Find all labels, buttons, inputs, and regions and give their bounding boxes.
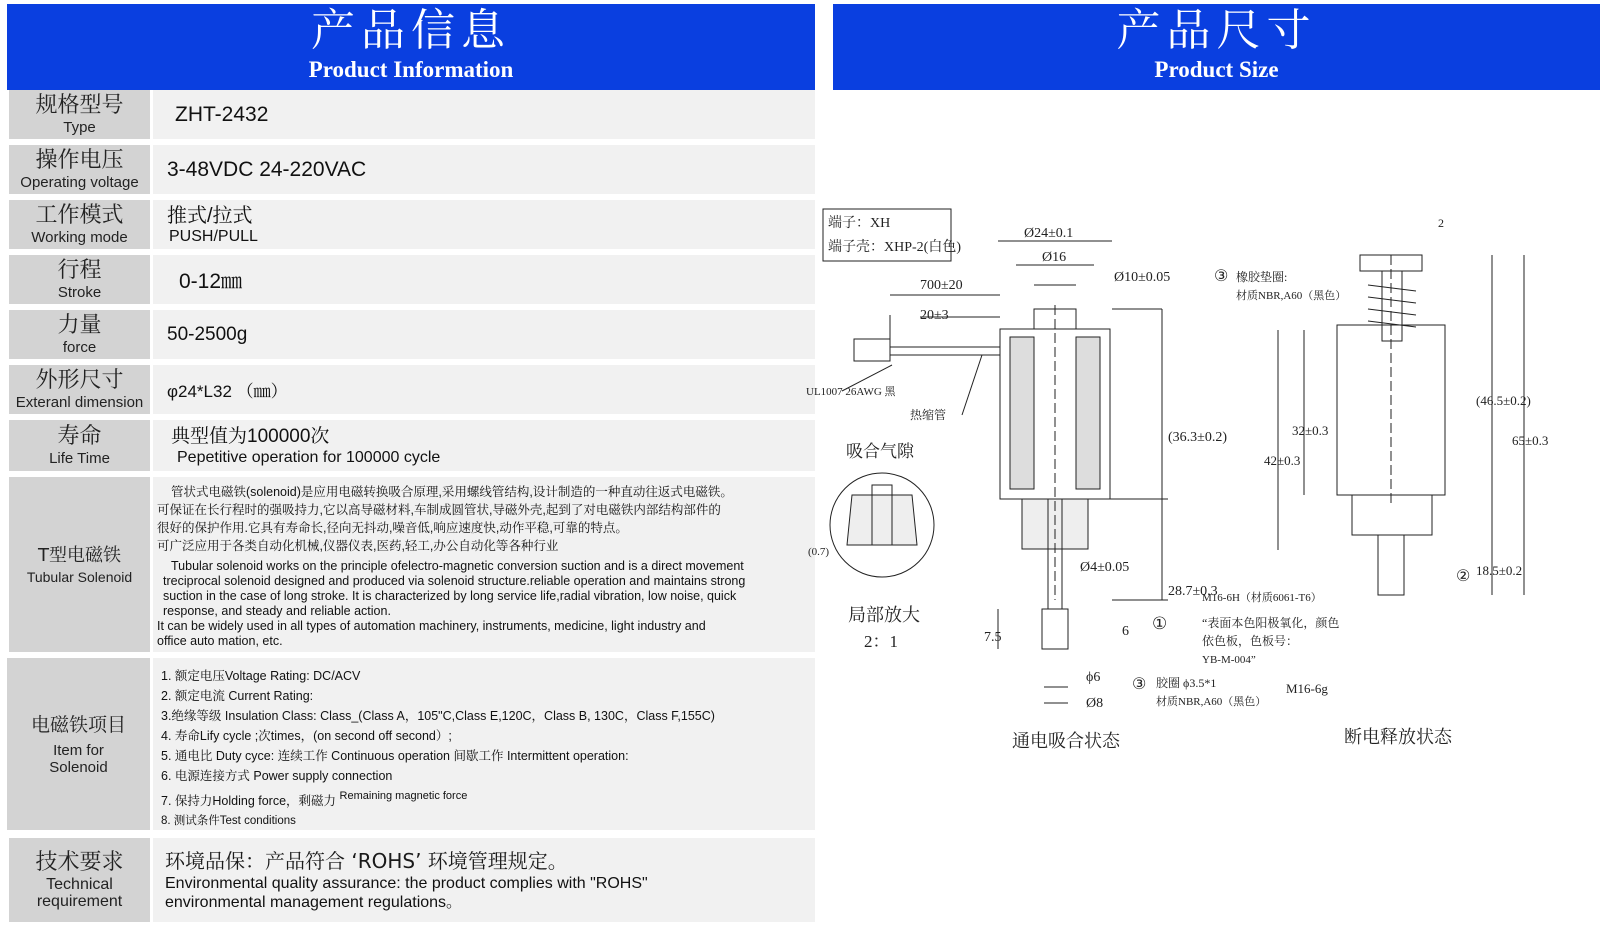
spec-value-text: 推式/拉式	[167, 204, 253, 227]
spec-label	[9, 420, 150, 471]
banner-title-en: Product Information	[308, 57, 514, 82]
spec-value-subtext: Pepetitive operation for 100000 cycle	[177, 448, 441, 466]
spec-label-cn: 力量	[57, 313, 102, 338]
tech-value-cn: 环境品保：产品符合 ‘ROHS’ 环境管理规定。	[165, 849, 568, 873]
dimension-label: 42±0.3	[1264, 453, 1301, 468]
dimension-drawing-svg	[806, 205, 1600, 785]
energized-state-label: 通电吸合状态	[1012, 731, 1120, 751]
spec-row-type	[7, 90, 815, 139]
zoom-label: 局部放大	[848, 605, 920, 625]
spec-value-text: 0-12㎜	[179, 269, 243, 293]
description-cn-line: 管状式电磁铁(solenoid)是应用电磁转换吸合原理,采用螺线管结构,设计制造的一种直动往返式电磁铁。	[171, 485, 733, 499]
spec-label-cn: 规格型号	[35, 93, 124, 118]
dimension-label: 2	[1438, 216, 1444, 230]
items-label-en: Solenoid	[49, 759, 108, 776]
surface-note: “表面本色阳极氧化，颜色	[1202, 616, 1340, 630]
rubber-ring-label: 胶圈 ϕ3.5*1	[1156, 676, 1217, 690]
dimension-label: Ø16	[1042, 250, 1067, 265]
spec-row-lifetime	[7, 420, 815, 471]
connector-shape	[854, 339, 890, 361]
rubber-pad-label: 橡胶垫圈:	[1236, 270, 1288, 284]
surface-note: YB-M-004”	[1202, 654, 1256, 666]
spec-value-text: φ24*L32 （㎜）	[167, 382, 288, 401]
description-en-line: Tubular solenoid works on the principle ofelectro-magnetic conversion suction and is a direct movement	[171, 559, 744, 573]
banner-title-cn: 产品信息	[311, 5, 511, 56]
coil-left-a	[1010, 337, 1034, 489]
tech-value-en: environmental management regulations。	[165, 894, 463, 911]
spec-value	[153, 145, 815, 194]
list-item: 6. 电源连接方式 Power supply connection	[161, 769, 393, 783]
dimension-label: 6	[1122, 624, 1129, 639]
thread-spec: M16-6g	[1286, 681, 1328, 696]
description-cn-line: 很好的保护作用.它具有寿命长,径向无抖动,噪音低,响应速度快,动作平稳,可靠的特点。	[157, 521, 628, 535]
description-cn-line: 可保证在长行程时的强吸持力,它以高导磁材料,车制成圆管状,导磁外壳,起到了对电磁铁内部结构部件的	[157, 503, 721, 517]
tech-label	[9, 838, 150, 922]
dimension-label: Ø4±0.05	[1080, 560, 1130, 575]
spec-value	[153, 420, 815, 471]
spec-value-text: 典型值为100000次	[171, 425, 330, 447]
air-gap-value: (0.7)	[808, 546, 830, 558]
spec-value-text: 50-2500g	[167, 323, 248, 345]
released-state-label: 断电释放状态	[1344, 727, 1452, 747]
spec-label-en: force	[62, 339, 97, 356]
spec-label-cn: 工作模式	[35, 203, 124, 228]
spec-label-cn: 操作电压	[35, 148, 124, 173]
coil-left-b	[1076, 337, 1100, 489]
description-en-line: office auto mation, etc.	[157, 634, 283, 648]
items-label	[7, 658, 150, 830]
spec-label	[9, 310, 150, 359]
dimension-label: Ø24±0.1	[1024, 226, 1074, 241]
dimension-label: (36.3±0.2)	[1168, 430, 1228, 445]
terminal-shell-text: 端子壳：XHP-2(白色)	[828, 240, 961, 255]
description-cn-line: 可广泛应用于各类自动化机械,仪器仪表,医药,轻工,办公自动化等各种行业	[157, 539, 559, 553]
air-gap-label: 吸合气隙	[846, 442, 914, 461]
heat-shrink-label: 热缩管	[910, 408, 947, 422]
items-list	[153, 658, 815, 830]
list-item: 2. 额定电流 Current Rating:	[161, 689, 314, 703]
list-item: 5. 通电比 Duty cyce: 连续工作 Continuous operation 间歇工作 Intermittent operation:	[161, 749, 629, 763]
dimension-label: Ø8	[1086, 696, 1104, 711]
spec-label-cn: 外形尺寸	[35, 368, 124, 393]
wire-label: UL1007 26AWG 黑	[806, 386, 896, 398]
items-for-solenoid-row	[7, 658, 815, 830]
surface-note: 依色板，色板号：	[1202, 634, 1299, 648]
dimension-label: 7.5	[984, 630, 1002, 645]
items-label-en: Item for	[53, 742, 104, 759]
product-information-banner	[7, 4, 815, 90]
list-item: 8. 测试条件Test conditions	[161, 815, 296, 827]
tech-label-cn: 技术要求	[35, 850, 124, 875]
dimension-label: (46.5±0.2)	[1476, 393, 1531, 408]
callout-2: ②	[1456, 568, 1471, 585]
spec-value	[153, 255, 815, 304]
items-label-cn: 电磁铁项目	[30, 714, 126, 736]
tubular-solenoid-row	[7, 477, 815, 652]
tubular-label-cn: T型电磁铁	[38, 545, 121, 566]
dimension-label: ϕ6	[1086, 670, 1101, 685]
spec-label-en: Type	[63, 119, 96, 136]
spec-label-en: Stroke	[57, 284, 102, 301]
list-item-superscript: Remaining magnetic force	[339, 790, 468, 802]
spec-value	[153, 365, 815, 414]
spec-label-cn: 寿命	[57, 424, 102, 449]
tubular-label	[9, 477, 150, 652]
list-item-text: 7. 保持力Holding force，剩磁力	[161, 794, 337, 808]
list-item	[161, 786, 815, 811]
tech-label-en: requirement	[36, 893, 123, 910]
tech-value	[153, 838, 815, 922]
spec-label	[9, 365, 150, 414]
description-en-line: response, and steady and reliable action.	[163, 604, 391, 618]
spec-value-text: ZHT-2432	[175, 102, 269, 126]
spec-row-mode	[7, 200, 815, 249]
dimension-label: 20±3	[920, 308, 949, 323]
dimension-label: 28.7±0.3	[1168, 584, 1218, 599]
spec-value-subtext: PUSH/PULL	[169, 227, 258, 245]
description-en-line: suction in the case of long stroke. It is characterized by long service life,radial vibration, low noise, quick	[163, 589, 737, 603]
banner-title-cn: 产品尺寸	[1116, 5, 1317, 56]
list-item: 1. 额定电压Voltage Rating: DC/ACV	[161, 669, 361, 683]
spec-label-en: Working mode	[31, 229, 128, 246]
rubber-ring-material: 材质NBR,A60（黑色）	[1156, 696, 1267, 708]
spec-row-voltage	[7, 145, 815, 194]
dimension-label: Ø10±0.05	[1114, 270, 1171, 285]
dimension-label: 18.5±0.2	[1476, 563, 1523, 578]
callout-1: ①	[1152, 614, 1168, 633]
list-item: 4. 寿命Lify cycle ;次times，(on second off second）;	[161, 729, 452, 743]
technical-requirement-row	[7, 838, 815, 922]
zoom-ratio: 2：1	[864, 632, 898, 651]
dimension-drawing	[806, 205, 1600, 785]
spec-label	[9, 90, 150, 139]
spec-label-en: Exteranl dimension	[15, 394, 144, 411]
callout-3: ③	[1132, 676, 1147, 693]
dimension-label: 700±20	[920, 278, 963, 293]
spec-row-stroke	[7, 255, 815, 304]
callout-3: ③	[1214, 268, 1229, 285]
rubber-pad-material: 材质NBR,A60（黑色）	[1236, 290, 1347, 302]
spec-label-cn: 行程	[57, 258, 102, 283]
dimension-label: 32±0.3	[1292, 423, 1329, 438]
spec-row-dimension	[7, 365, 815, 414]
tech-value-en: Environmental quality assurance: the product complies with "ROHS"	[165, 875, 648, 892]
description-en-line: treciprocal solenoid designed and produced via solenoid structure.reliable operation and maintains strong	[163, 574, 746, 588]
spec-label	[9, 145, 150, 194]
description-en-line: It can be widely used in all types of automation machinery, instruments, medicine, light industry and	[157, 619, 706, 633]
spec-label-en: Life Time	[49, 450, 110, 467]
terminal-text: 端子：XH	[828, 216, 891, 231]
spec-label	[9, 200, 150, 249]
spec-value	[153, 90, 815, 139]
tubular-label-en: Tubular Solenoid	[26, 569, 133, 585]
product-size-banner	[833, 4, 1600, 90]
list-item: 3.绝缘等级 Insulation Class: Class_(Class A，105"C,Class E,120C，Class B, 130C，Class F,155C)	[161, 709, 715, 723]
thread-spec: M16-6H（材质6061-T6）	[1202, 592, 1322, 604]
spec-value	[153, 310, 815, 359]
spec-value-text: 3-48VDC 24-220VAC	[167, 157, 367, 181]
spec-row-force	[7, 310, 815, 359]
spec-value	[153, 200, 815, 249]
banner-title-en: Product Size	[1154, 57, 1279, 82]
tubular-description	[153, 477, 815, 652]
dimension-label: 65±0.3	[1512, 433, 1549, 448]
tech-label-en: Technical	[46, 876, 113, 893]
spec-label	[9, 255, 150, 304]
spec-label-en: Operating voltage	[20, 174, 139, 191]
